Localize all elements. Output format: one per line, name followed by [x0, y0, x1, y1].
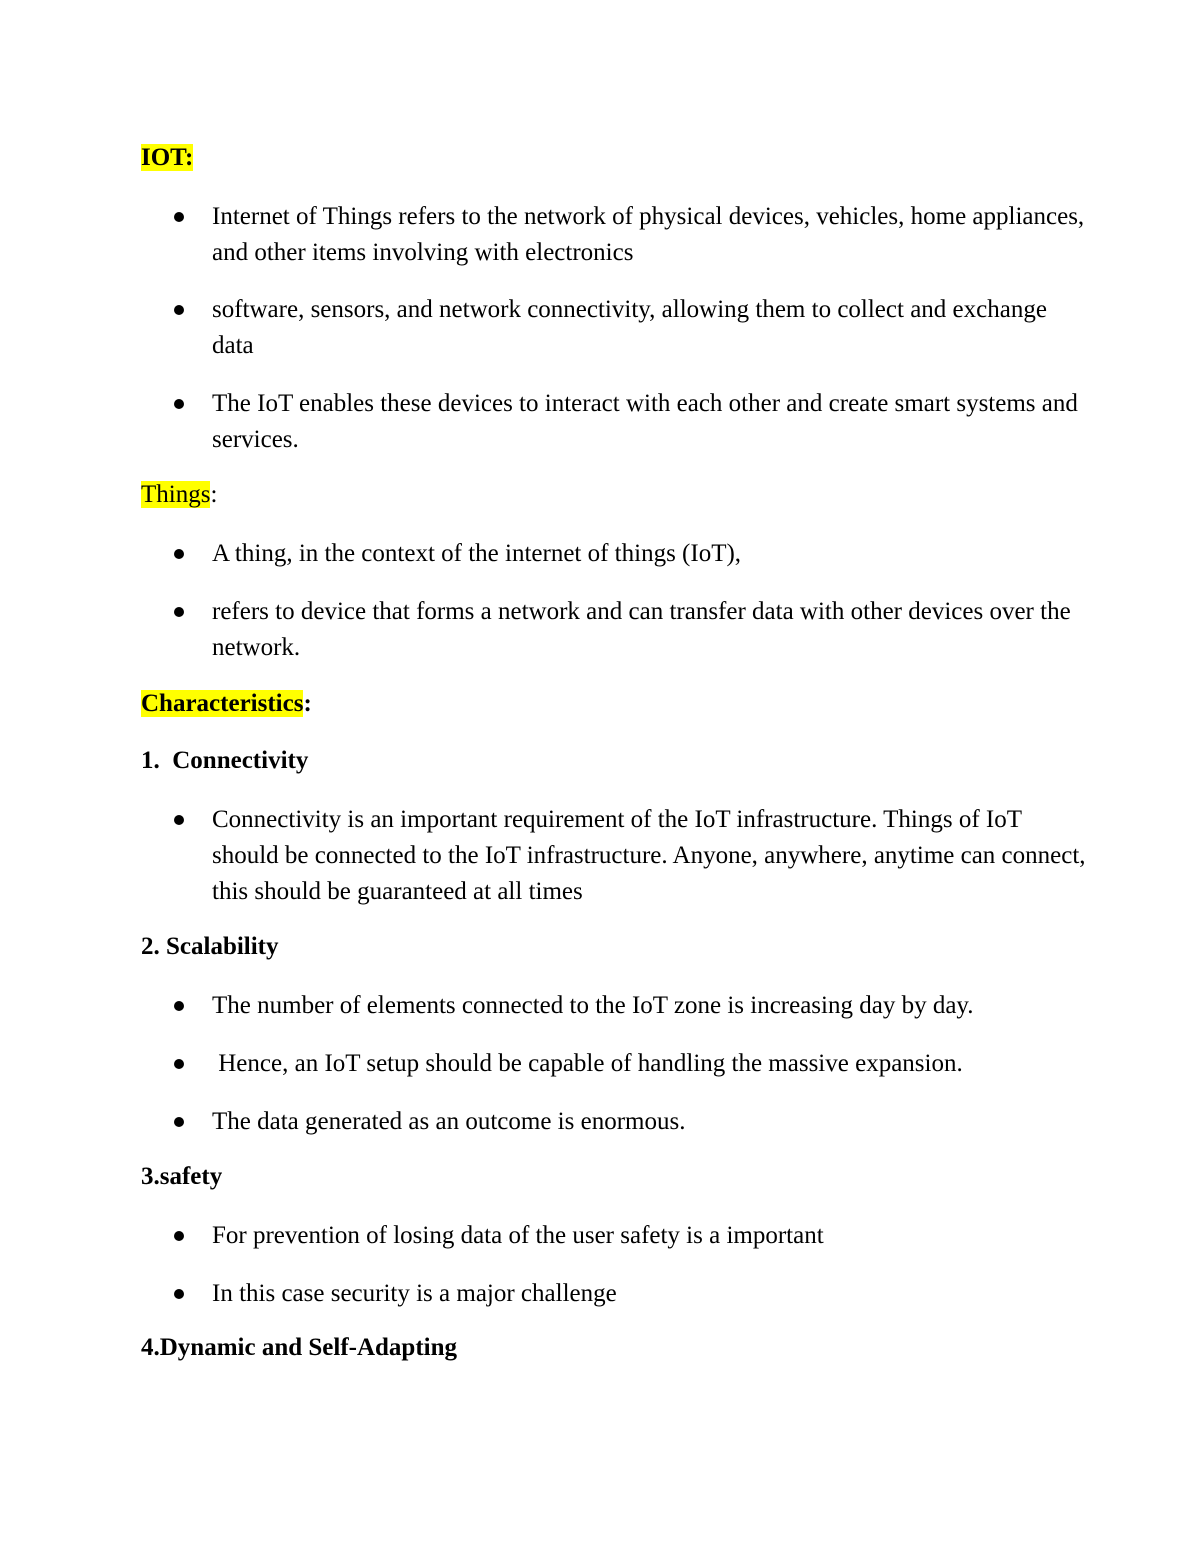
list-item: Internet of Things refers to the network of physical devices, vehicles, home appliances, and other items involving with electronics	[212, 203, 1085, 266]
safety-heading: 3.safety	[141, 1163, 223, 1190]
things-heading-colon: :	[210, 481, 218, 508]
bullet-icon	[174, 1117, 184, 1127]
bullet-icon	[174, 1289, 184, 1299]
bullet-icon	[174, 1059, 184, 1069]
bullet-icon	[174, 212, 184, 222]
list-item: For prevention of losing data of the user safety is a important	[212, 1222, 824, 1249]
list-item: In this case security is a major challenge	[212, 1280, 617, 1307]
things-heading	[141, 480, 217, 510]
bullet-icon	[174, 1001, 184, 1011]
scalability-heading: 2. Scalability	[141, 933, 279, 960]
connectivity-heading: 1. Connectivity	[141, 747, 309, 774]
list-item: Connectivity is an important requirement of the IoT infrastructure. Things of IoT should be connected to the IoT infrastructure. Anyone, anywhere, anytime can connect, this should be guaranteed at all times	[212, 806, 1086, 905]
bullet-icon	[174, 399, 184, 409]
iot-heading-text: IOT:	[141, 144, 194, 171]
dynamic-heading: 4.Dynamic and Self-Adapting	[141, 1334, 458, 1361]
list-item: The number of elements connected to the IoT zone is increasing day by day.	[212, 992, 974, 1019]
bullet-icon	[174, 607, 184, 617]
list-item: The data generated as an outcome is enormous.	[212, 1108, 686, 1135]
list-item: The IoT enables these devices to interact with each other and create smart systems and services.	[212, 390, 1078, 453]
list-item: software, sensors, and network connectivity, allowing them to collect and exchange data	[212, 296, 1047, 359]
characteristics-heading-text: Characteristics	[141, 690, 304, 717]
characteristics-heading-colon: :	[303, 690, 312, 717]
list-item: refers to device that forms a network and can transfer data with other devices over the network.	[212, 598, 1071, 661]
iot-heading	[141, 143, 193, 173]
bullet-icon	[174, 549, 184, 559]
bullet-icon	[174, 815, 184, 825]
list-item: A thing, in the context of the internet of things (IoT),	[212, 540, 742, 567]
bullet-icon	[174, 305, 184, 315]
list-item: Hence, an IoT setup should be capable of handling the massive expansion.	[212, 1050, 963, 1077]
characteristics-heading	[141, 689, 312, 719]
things-heading-text: Things	[141, 481, 211, 508]
bullet-icon	[174, 1231, 184, 1241]
